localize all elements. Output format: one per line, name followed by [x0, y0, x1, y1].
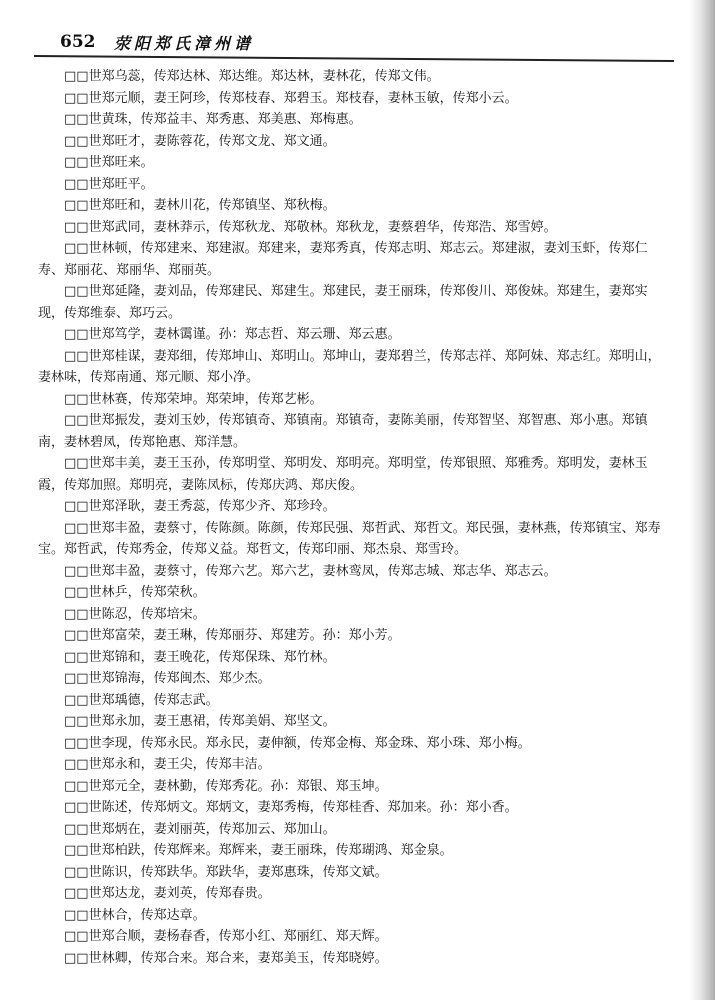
genealogy-entry: □□世郑乌蕊，传郑达林、郑达维。郑达林，妻林花，传郑文伟。 — [64, 69, 440, 84]
genealogy-entry: □□世郑达龙，妻刘英，传郑春贵。 — [64, 886, 271, 901]
book-spine-shadow — [689, 0, 715, 1000]
genealogy-entry: □□世陈述，传郑炳文。郑炳文，妻郑秀梅，传郑桂香、郑加来。孙：郑小香。 — [64, 800, 518, 815]
header-rule — [34, 55, 674, 62]
genealogy-entry: □□世郑丰盈，妻蔡寸，传郑六艺。郑六艺，妻林鸾凤，传郑志城、郑志华、郑志云。 — [64, 563, 557, 579]
genealogy-entry: □□世郑泽耿，妻王秀蕊，传郑少齐、郑珍玲。 — [64, 499, 336, 514]
genealogy-text-body — [38, 66, 668, 969]
genealogy-entry: □□世郑锦海，传郑闽杰、郑少杰。 — [64, 671, 271, 686]
genealogy-entry: □□世郑桂谋，妻郑细，传郑坤山、郑明山。郑坤山，妻郑碧兰，传郑志祥、郑阿妹、郑志红。郑明山，妻林味，传郑南通、郑元顺、郑小净。 — [38, 348, 661, 385]
genealogy-entry: □□世郑柏趺，传郑辉来。郑辉来，妻王丽珠，传郑瑚鸿、郑金泉。 — [64, 843, 453, 858]
genealogy-entry: □□世林合，传郑达章。 — [64, 907, 206, 923]
genealogy-entry: □□世郑炳在，妻刘丽英，传郑加云、郑加山。 — [64, 821, 336, 837]
genealogy-entry: □□世郑武同，妻林莽示，传郑秋龙、郑敬林。郑秋龙，妻蔡碧华，传郑浩、郑雪婷。 — [64, 219, 557, 235]
genealogy-entry: □□世郑延隆，妻刘品，传郑建民、郑建生。郑建民，妻王丽珠，传郑俊川、郑俊妹。郑建生，妻郑实现，传郑维泰、郑巧云。 — [38, 284, 648, 321]
genealogy-entry: □□世郑旺来。 — [64, 155, 154, 170]
genealogy-entry: □□世郑旺才，妻陈蓉花，传郑文龙、郑文通。 — [64, 133, 336, 149]
genealogy-entry: □□世郑永和，妻王尖，传郑丰洁。 — [64, 757, 271, 772]
genealogy-entry: □□世郑旺和，妻林川花，传郑镇坚、郑秋梅。 — [64, 198, 336, 213]
genealogy-entry: □□世郑锦和，妻王晚花，传郑保珠、郑竹林。 — [64, 649, 336, 665]
page-header — [34, 30, 664, 58]
genealogy-entry: □□世黄珠，传郑益丰、郑秀惠、郑美惠、郑梅惠。 — [64, 112, 362, 127]
page-number: 652 — [60, 32, 96, 52]
genealogy-entry: □□世郑富荣，妻王琳，传郑丽芬、郑建芳。孙：郑小芳。 — [64, 628, 401, 643]
genealogy-entry: □□世郑振发，妻刘玉妙，传郑镇奇、郑镇南。郑镇奇，妻陈美丽，传郑智坚、郑智惠、郑小惠。郑镇南，妻林碧凤，传郑艳惠、郑洋慧。 — [38, 413, 648, 450]
genealogy-entry: □□世郑合顺，妻杨春香，传郑小红、郑丽红、郑天辉。 — [64, 929, 388, 944]
genealogy-entry: □□世郑元顺，妻王阿珍，传郑枝春、郑碧玉。郑枝春，妻林玉敏，传郑小云。 — [64, 90, 518, 106]
genealogy-entry: □□世郑元全，妻林勤，传郑秀花。孙：郑银、郑玉坤。 — [64, 778, 388, 794]
genealogy-entry: □□世郑丰美，妻王玉孙，传郑明堂、郑明发、郑明亮。郑明堂，传郑银照、郑雅秀。郑明发，妻林玉霞，传郑加照。郑明亮，妻陈凤标，传郑庆鸿、郑庆俊。 — [38, 456, 648, 493]
genealogy-entry: □□世李现，传郑永民。郑永民，妻伸额，传郑金梅、郑金珠、郑小珠、郑小梅。 — [64, 735, 531, 751]
genealogy-entry: □□世郑丰盈，妻蔡寸，传陈颜。陈颜，传郑民强、郑哲武、郑哲文。郑民强，妻林燕，传郑镇宝、郑寿宝。郑哲武，传郑秀金，传郑义益。郑哲文，传郑印丽、郑杰泉、郑雪玲。 — [38, 520, 661, 557]
genealogy-entry: □□世林顿，传郑建来、郑建淑。郑建来，妻郑秀真，传郑志明、郑志云。郑建淑，妻刘玉虾，传郑仁寿、郑丽花、郑丽华、郑丽英。 — [38, 241, 648, 278]
genealogy-entry: □□世郑笃学，妻林霭谨。孙：郑志哲、郑云珊、郑云惠。 — [64, 327, 401, 342]
genealogy-entry: □□世郑瑀德，传郑志武。 — [64, 692, 219, 708]
book-title: 荥阳郑氏漳州谱 — [114, 34, 255, 53]
genealogy-entry: □□世林赛，传郑荣坤。郑荣坤，传郑艺彬。 — [64, 391, 323, 407]
genealogy-entry: □□世郑旺平。 — [64, 176, 154, 192]
genealogy-entry: □□世林卿，传郑合来。郑合来，妻郑美玉，传郑晓婷。 — [64, 950, 388, 966]
genealogy-entry: □□世林乒，传郑荣秋。 — [64, 585, 206, 600]
genealogy-entry: □□世陈识，传郑趺华。郑趺华，妻郑惠珠，传郑文斌。 — [64, 864, 388, 880]
genealogy-entry: □□世郑永加，妻王惠裙，传郑美娟、郑坚文。 — [64, 714, 336, 729]
genealogy-entry: □□世陈忍，传郑培宋。 — [64, 606, 206, 622]
